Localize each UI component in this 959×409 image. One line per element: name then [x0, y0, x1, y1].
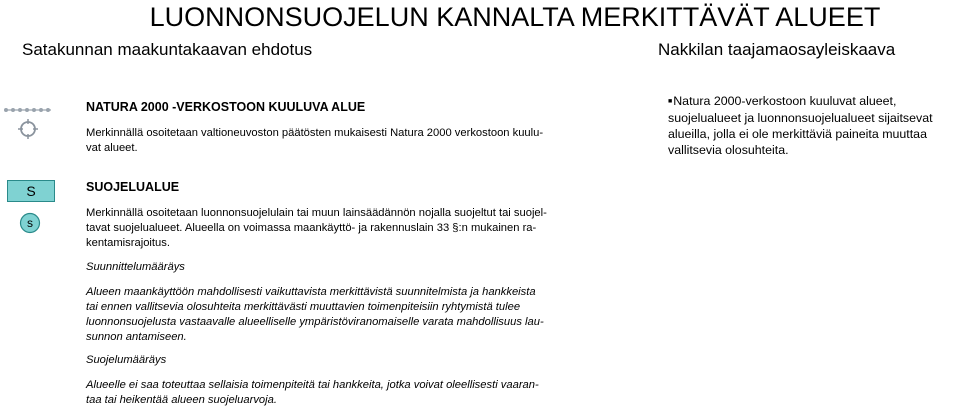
- suojelualue-symbol-box: S: [7, 180, 55, 202]
- square-bullet-icon: ■: [668, 98, 673, 105]
- bullet-list: [668, 93, 959, 158]
- natura-description: [86, 126, 566, 156]
- natura-heading: NATURA 2000 -VERKOSTOON KUULUVA ALUE: [86, 100, 366, 114]
- suojelualue-line-2: tavat suojelualueet. Alueella on voimassa maankäyttö- ja rakennuslain 33 §:n mukainen ra-: [86, 222, 537, 234]
- natura-circle-icon: [18, 119, 38, 139]
- protection-line-2: taa tai heikentää alueen suojeluarvoja.: [86, 394, 277, 406]
- suojelualue-heading: SUOJELUALUE: [86, 180, 180, 194]
- natura-line-1: Merkinnällä osoitetaan valtioneuvoston päätösten mukaisesti Natura 2000 verkostoon kuulu-: [86, 127, 544, 139]
- suojelualue-line-1: Merkinnällä osoitetaan luonnonsuojelulain tai muun lainsäädännön nojalla suojeltut tai suojel-: [86, 207, 547, 219]
- suojelualue-circle-label: s: [27, 216, 33, 230]
- planning-line-4: sunnon antamiseen.: [86, 331, 187, 343]
- natura-line-2: vat alueet.: [86, 142, 138, 154]
- protection-regulation-heading: Suojelumääräys: [86, 354, 167, 366]
- suojelualue-description: [86, 206, 576, 251]
- suojelualue-line-3: kentamisrajoitus.: [86, 237, 170, 249]
- bullet-line-1: Natura 2000-verkostoon kuuluvat alueet,: [673, 94, 897, 108]
- page-title: LUONNONSUOJELUN KANNALTA MERKITTÄVÄT ALUEET: [149, 2, 881, 32]
- planning-line-1: Alueen maankäyttöön mahdollisesti vaikuttavista merkittävistä suunnitelmista ja hankkeista: [86, 286, 536, 298]
- planning-regulation-heading: Suunnittelumääräys: [86, 261, 185, 273]
- protection-regulation-text: [86, 378, 576, 408]
- subtitle-right: Nakkilan taajamaosayleiskaava: [658, 40, 896, 59]
- planning-regulation-text: [86, 285, 576, 345]
- protection-line-1: Alueelle ei saa toteuttaa sellaisia toimenpiteitä tai hankkeita, jotka voivat oleellisesti vaaran-: [86, 379, 539, 391]
- planning-line-2: tai ennen vallitsevia olosuhteita merkittävästi muuttavien toimenpiteisiin ryhtymistä tulee: [86, 301, 521, 313]
- dotted-boundary-icon: [3, 106, 53, 114]
- bullet-line-4: vallitsevia olosuhteita.: [668, 143, 789, 157]
- bullet-item: [668, 93, 959, 110]
- planning-line-3: luonnonsuojelusta vastaavalle alueelliselle ympäristöviranomaiselle varata mahdollisuus lau-: [86, 316, 544, 328]
- bullet-line-2: suojelualueet ja luonnonsuojelualueet sijaitsevat: [668, 111, 933, 125]
- bullet-line-3: alueilla, jolla ei ole merkittäviä paineita muuttaa: [668, 127, 927, 141]
- subtitle-left: Satakunnan maakuntakaavan ehdotus: [22, 40, 313, 59]
- suojelualue-circle-icon: [19, 212, 41, 234]
